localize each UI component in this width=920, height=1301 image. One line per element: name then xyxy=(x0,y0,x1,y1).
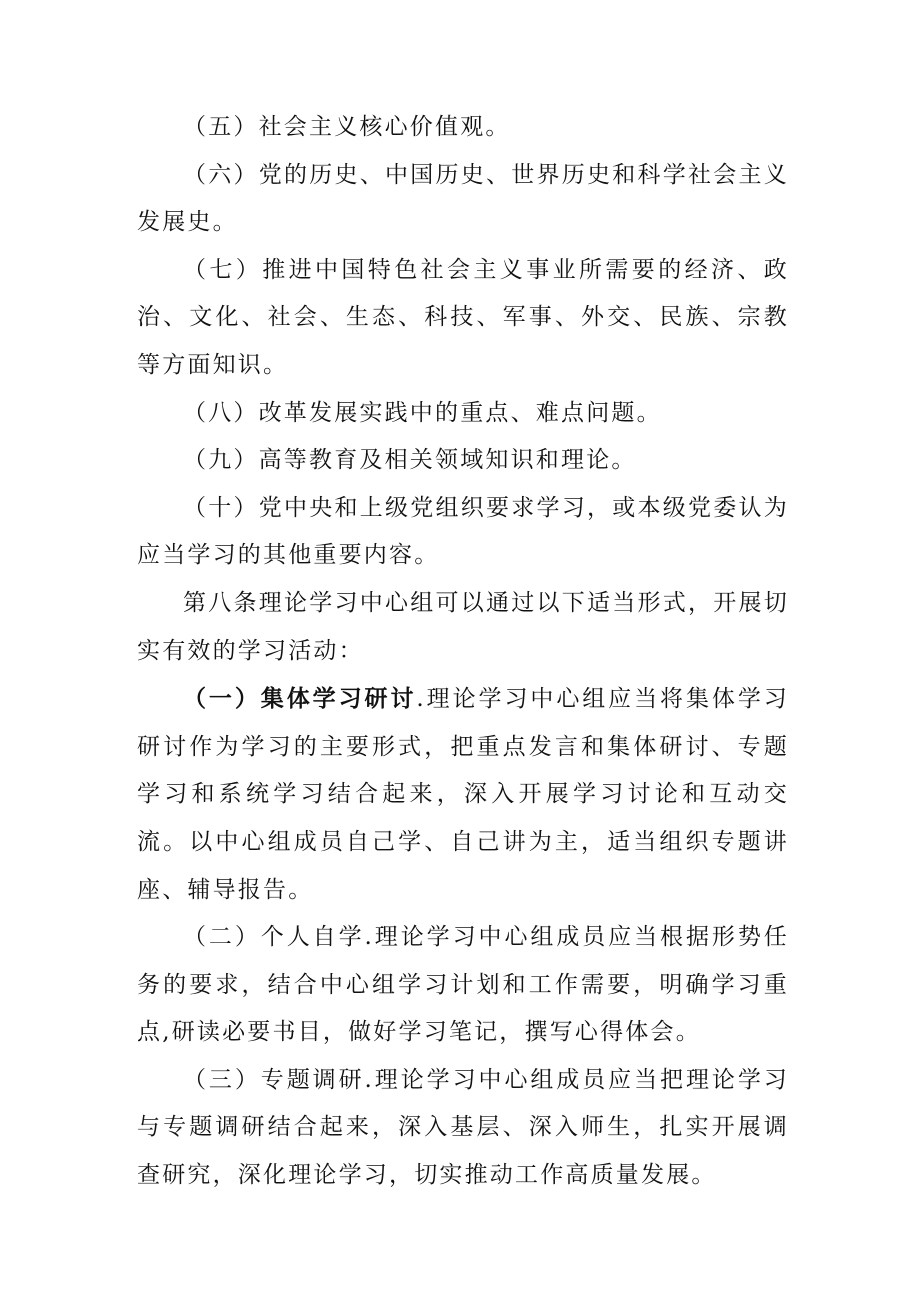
paragraph-item-7: （七）推进中国特色社会主义事业所需要的经济、政治、文化、社会、生态、科技、军事、外交、民族、宗教等方面知识。 xyxy=(137,256,789,378)
paragraph-item-5: （五）社会主义核心价值观。 xyxy=(183,114,511,140)
paragraph-form-1 xyxy=(137,675,789,914)
paragraph-form-2: （二）个人自学.理论学习中心组成员应当根据形势任务的要求，结合中心组学习计划和工作需要，明确学习重点,研读必要书目，做好学习笔记，撰写心得体会。 xyxy=(137,924,789,1046)
paragraph-article-8: 第八条理论学习中心组可以通过以下适当形式，开展切实有效的学习活动： xyxy=(137,589,789,664)
paragraph-form-3: （三）专题调研.理论学习中心组成员应当把理论学习与专题调研结合起来，深入基层、深入师生，扎实开展调查研究，深化理论学习，切实推动工作高质量发展。 xyxy=(137,1066,789,1189)
form-1-heading: （一）集体学习研讨 xyxy=(183,685,417,713)
paragraph-item-8: （八）改革发展实践中的重点、难点问题。 xyxy=(183,399,662,426)
paragraph-item-6: （六）党的历史、中国历史、世界历史和科学社会主义发展史。 xyxy=(137,161,789,236)
paragraph-item-9: （九）高等教育及相关领域知识和理论。 xyxy=(183,447,637,474)
form-1-text: .理论学习中心组应当将集体学习研讨作为学习的主要形式，把重点发言和集体研讨、专题学习和系统学习结合起来，深入开展学习讨论和互动交流。以中心组成员自己学、自己讲为主，适当组织专题讲座、辅导报告。 xyxy=(137,686,789,903)
document-body xyxy=(137,104,789,1200)
paragraph-item-10: （十）党中央和上级党组织要求学习，或本级党委认为应当学习的其他重要内容。 xyxy=(137,494,789,569)
